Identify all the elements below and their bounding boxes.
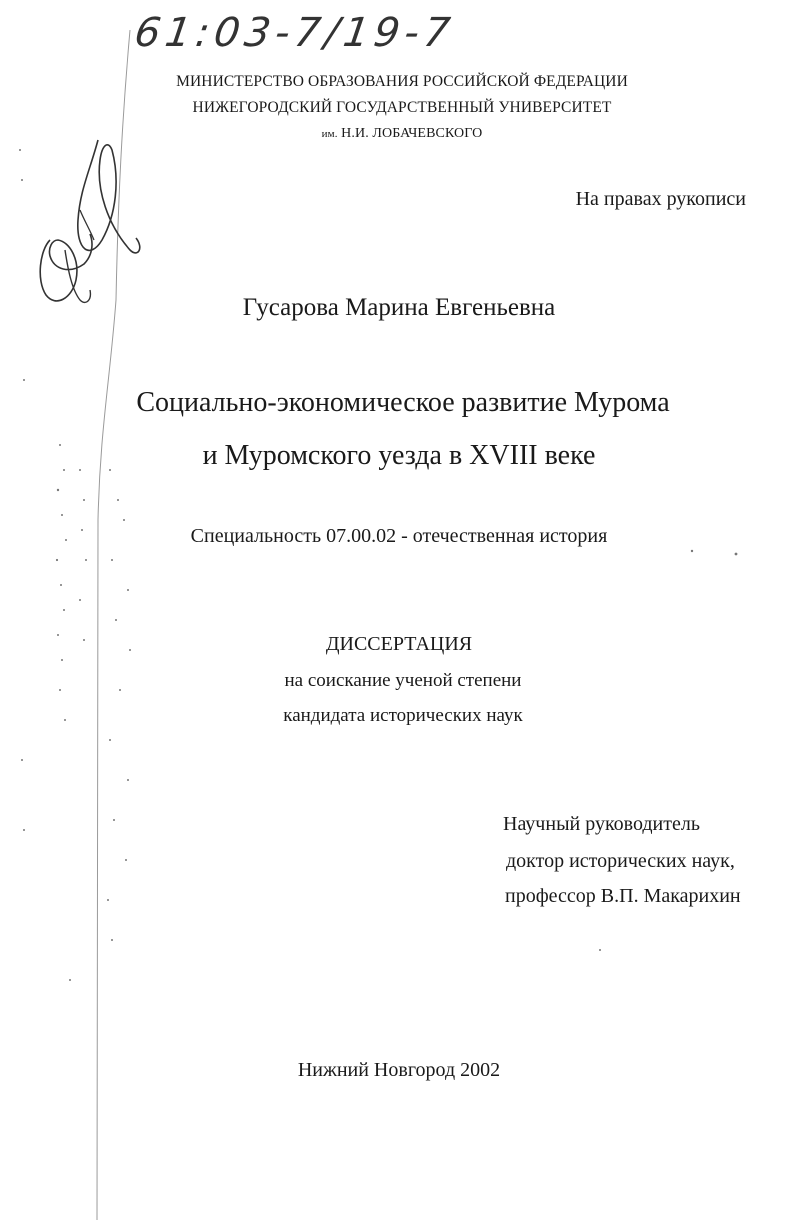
advisor-name: профессор В.П. Макарихин <box>505 885 741 907</box>
specialty-line: Специальность 07.00.02 - отечественная история <box>190 525 608 547</box>
work-type-label: ДИССЕРТАЦИЯ <box>325 633 473 655</box>
advisor-role: Научный руководитель <box>503 813 700 835</box>
handwritten-catalog-code: 61:03-7/19-7 <box>131 10 458 56</box>
degree-line-2: кандидата исторических наук <box>283 705 523 726</box>
named-prefix: им. <box>321 128 338 140</box>
named-after-text: Н.И. ЛОБАЧЕВСКОГО <box>341 126 483 141</box>
university-named-after <box>3 126 798 142</box>
thesis-title-line-1: Социально-экономическое развитие Мурома <box>136 387 670 418</box>
manuscript-rights-note: На правах рукописи <box>575 188 746 210</box>
advisor-degree: доктор исторических наук, <box>506 850 735 872</box>
university-heading: НИЖЕГОРОДСКИЙ ГОСУДАРСТВЕННЫЙ УНИВЕРСИТЕТ <box>192 99 612 116</box>
ministry-heading: МИНИСТЕРСТВО ОБРАЗОВАНИЯ РОССИЙСКОЙ ФЕДЕРАЦИИ <box>176 73 628 90</box>
thesis-title-line-2: и Муромского уезда в XVIII веке <box>202 440 596 471</box>
author-name: Гусарова Марина Евгеньевна <box>242 294 556 321</box>
degree-line-1: на соискание ученой степени <box>284 670 522 691</box>
place-and-year: Нижний Новгород 2002 <box>297 1059 501 1081</box>
